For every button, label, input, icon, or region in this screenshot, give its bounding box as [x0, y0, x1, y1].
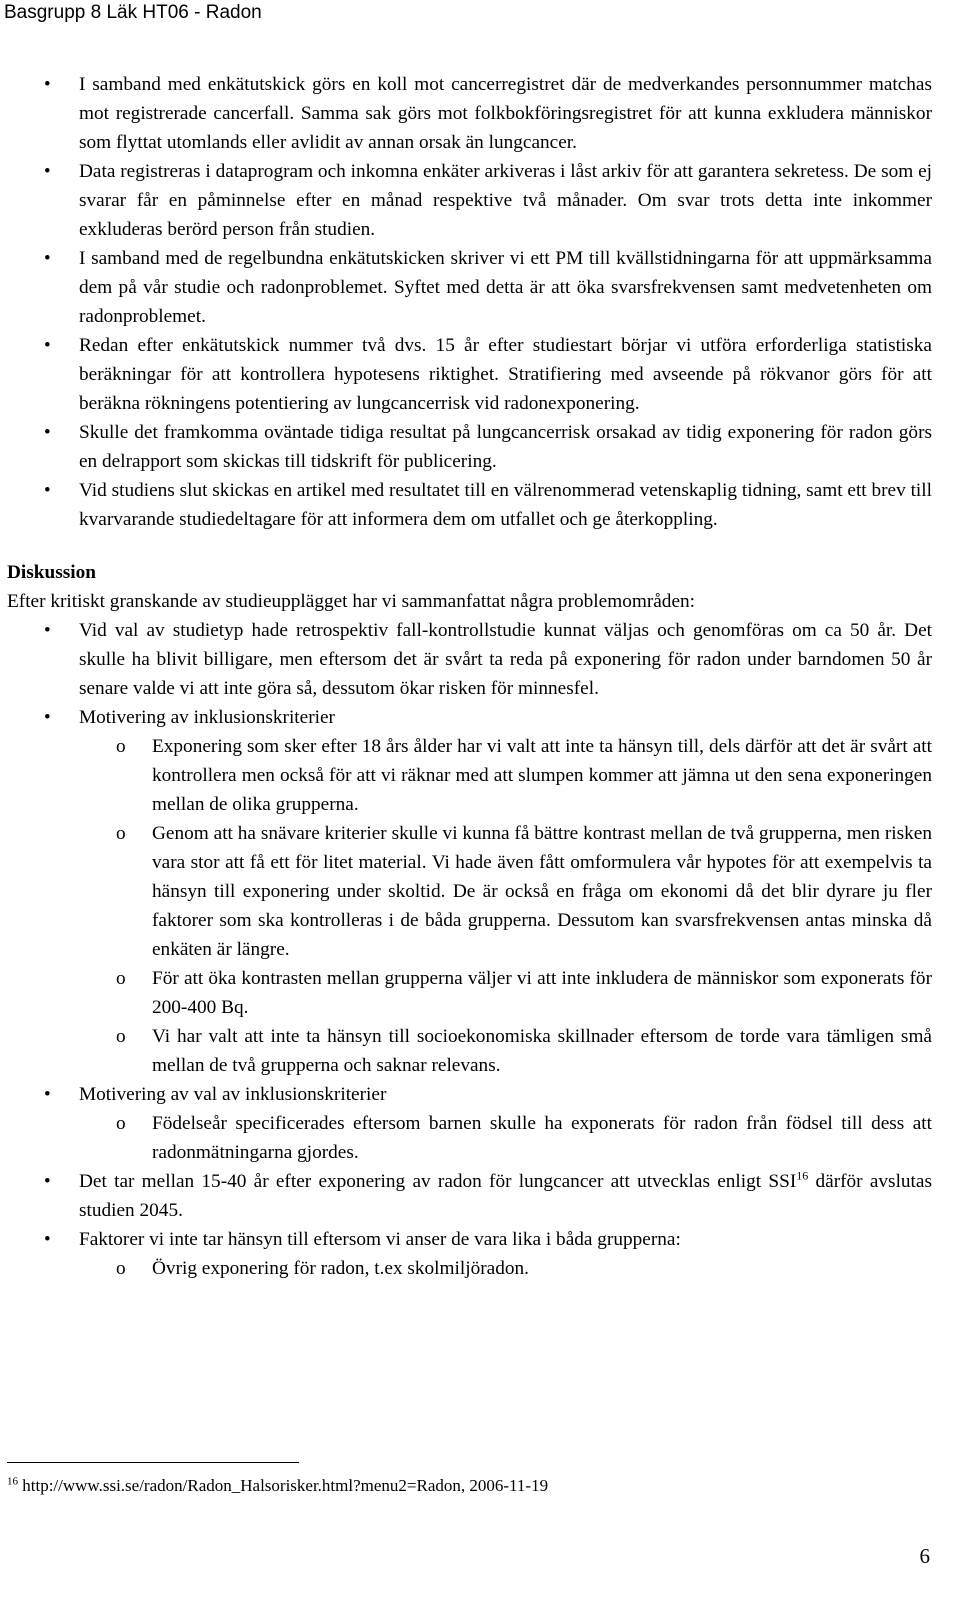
bullet-item: • I samband med de regelbundna enkätutskicken skriver vi ett PM till kvällstidningarna för att uppmärksamma dem på vår studie och radonproblemet. Syftet med detta är att öka svarsfrekvensen samt medvetenheten om radonproblemet.: [7, 244, 932, 331]
sub-item: o Vi har valt att inte ta hänsyn till socioekonomiska skillnader eftersom de torde vara tämligen små mellan de två grupperna och saknar relevans.: [79, 1022, 932, 1080]
bullet-item: • Data registreras i dataprogram och inkomna enkäter arkiveras i låst arkiv för att garantera sekretess. De som ej svarar får en påminnelse efter en månad respektive två månader. Om svar trots detta inte inkommer exkluderas berörd person från studien.: [7, 157, 932, 244]
footnote-divider: [7, 1462, 299, 1463]
bullet-text: Faktorer vi inte tar hänsyn till eftersom vi anser de vara lika i båda grupperna:: [79, 1229, 681, 1250]
sub-item: o Födelseår specificerades eftersom barnen skulle ha exponerats för radon från födsel till dess att radonmätningarna gjordes.: [79, 1109, 932, 1167]
sub-item: o Exponering som sker efter 18 års ålder har vi valt att inte ta hänsyn till, dels därför att det är svårt att kontrollera men också för att vi räknar med att slumpen kommer att jämna ut den sena exponeringen mellan de olika grupperna.: [79, 732, 932, 819]
sub-list: [79, 1254, 932, 1283]
bullet-text: därför avslutas studien 2045.: [79, 1171, 932, 1221]
bullet-item: [7, 703, 932, 1080]
bullet-text: Motivering av inklusionskriterier: [79, 707, 335, 728]
footnote-link[interactable]: http://www.ssi.se/radon/Radon_Halsorisker.html?menu2=Radon, 2006-11-19: [18, 1476, 549, 1495]
bullet-item: • I samband med enkätutskick görs en koll mot cancerregistret där de medverkandes personnummer matchas mot registrerade cancerfall. Samma sak görs mot folkbokföringsregistret för att kunna exkludera människor som flyttat utomlands eller avlidit av annan orsak än lungcancer.: [7, 70, 932, 157]
footnote-marker: 16: [7, 1475, 18, 1488]
sub-item: o Genom att ha snävare kriterier skulle vi kunna få bättre kontrast mellan de två grupperna, men risken vara stor att få ett för litet material. Vi hade även fått omformulera vår hypotes för att exempelvis ta hänsyn till exponering under skoltid. De är också en fråga om ekonomi då det blir dyrare ju fler faktorer som ska kontrolleras i de båda grupperna. Dessutom kan svarsfrekvensen antas minska då enkäten är längre.: [79, 819, 932, 964]
bullet-text: Motivering av val av inklusionskriterier: [79, 1084, 387, 1105]
bullet-item: [7, 1225, 932, 1283]
bullet-item: • Redan efter enkätutskick nummer två dvs. 15 år efter studiestart börjar vi utföra erforderliga statistiska beräkningar för att kontrollera hypotesens riktighet. Stratifiering med avseende på rökvanor görs för att beräkna rökningens potentiering av lungcancerrisk vid radonexponering.: [7, 331, 932, 418]
sub-item: o Övrig exponering för radon, t.ex skolmiljöradon.: [79, 1254, 932, 1283]
discussion-bullet-list: [7, 616, 932, 1283]
footnote-reference: 16: [796, 1168, 809, 1183]
section-intro: Efter kritiskt granskande av studieupplägget har vi sammanfattat några problemområden:: [7, 591, 696, 612]
bullet-item: • Skulle det framkomma oväntade tidiga resultat på lungcancerrisk orsakad av tidig exponering för radon görs en delrapport som skickas till tidskrift för publicering.: [7, 418, 932, 476]
bullet-item: • Vid val av studietyp hade retrospektiv fall-kontrollstudie kunnat väljas och genomföras om ca 50 år. Det skulle ha blivit billigare, men eftersom det är svårt ta reda på exponering för radon under barndomen 50 år senare valde vi att inte göra så, dessutom ökar risken för minnesfel.: [7, 616, 932, 703]
bullet-item: [7, 1167, 932, 1225]
document-header: Basgrupp 8 Läk HT06 - Radon: [4, 2, 262, 23]
sub-item: o För att öka kontrasten mellan grupperna väljer vi att inte inkludera de människor som exponerats för 200-400 Bq.: [79, 964, 932, 1022]
page-number: 6: [919, 1544, 930, 1568]
bullet-text: Det tar mellan 15-40 år efter exponering av radon för lungcancer att utvecklas enligt SSI: [79, 1171, 797, 1192]
sub-list: [79, 1109, 932, 1167]
method-bullet-list: [7, 70, 932, 534]
bullet-item: [7, 1080, 932, 1167]
bullet-item: • Vid studiens slut skickas en artikel med resultatet till en välrenommerad vetenskaplig tidning, samt ett brev till kvarvarande studiedeltagare för att informera dem om utfallet och ge återkoppling.: [7, 476, 932, 534]
section-heading: Diskussion: [7, 562, 96, 583]
sub-list: [79, 732, 932, 1080]
document-body: [7, 70, 932, 1283]
footnote: [7, 1474, 548, 1498]
